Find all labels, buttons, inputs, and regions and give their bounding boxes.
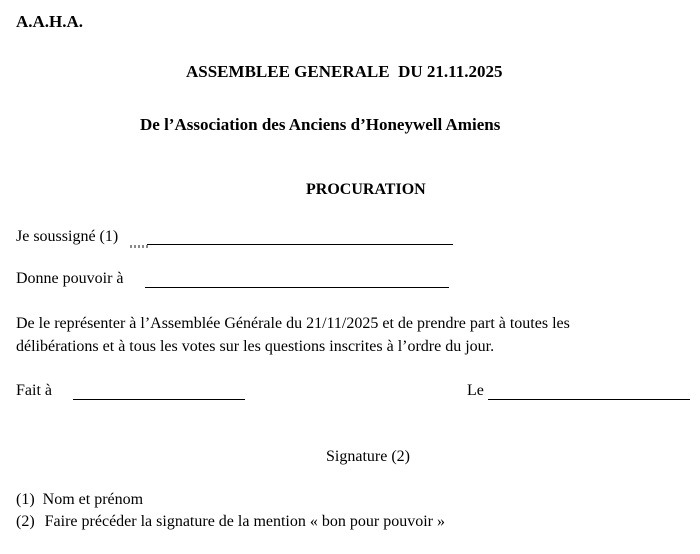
fait-label: Fait à	[16, 382, 52, 399]
footnote-1	[16, 491, 143, 509]
signature-label: Signature (2)	[326, 448, 410, 465]
form-heading: PROCURATION	[306, 181, 426, 198]
spellcheck-underline	[130, 245, 148, 248]
le-field-line[interactable]	[488, 399, 690, 400]
soussigne-field-line[interactable]	[147, 244, 453, 245]
footnote-1-number: (1)	[16, 491, 35, 508]
document-title: ASSEMBLEE GENERALE DU 21.11.2025	[186, 62, 503, 81]
org-abbreviation: A.A.H.A.	[16, 12, 84, 31]
footnote-2-number: (2)	[16, 513, 35, 530]
pouvoir-field-line[interactable]	[145, 287, 449, 288]
footnote-2-text: Faire précéder la signature de la mention « bon pour pouvoir »	[44, 513, 445, 530]
soussigne-label: Je soussigné (1)	[16, 228, 119, 245]
le-label: Le	[467, 382, 484, 399]
footnote-1-text: Nom et prénom	[42, 491, 144, 508]
document-subtitle: De l’Association des Anciens d’Honeywell Amiens	[140, 115, 501, 134]
body-text-line-2: délibérations et à tous les votes sur les questions inscrites à l’ordre du jour.	[16, 338, 495, 355]
pouvoir-label: Donne pouvoir à	[16, 270, 124, 287]
footnote-2	[16, 513, 445, 531]
fait-field-line[interactable]	[73, 399, 245, 400]
body-text-line-1: De le représenter à l’Assemblée Générale du 21/11/2025 et de prendre part à toutes les	[16, 315, 570, 332]
